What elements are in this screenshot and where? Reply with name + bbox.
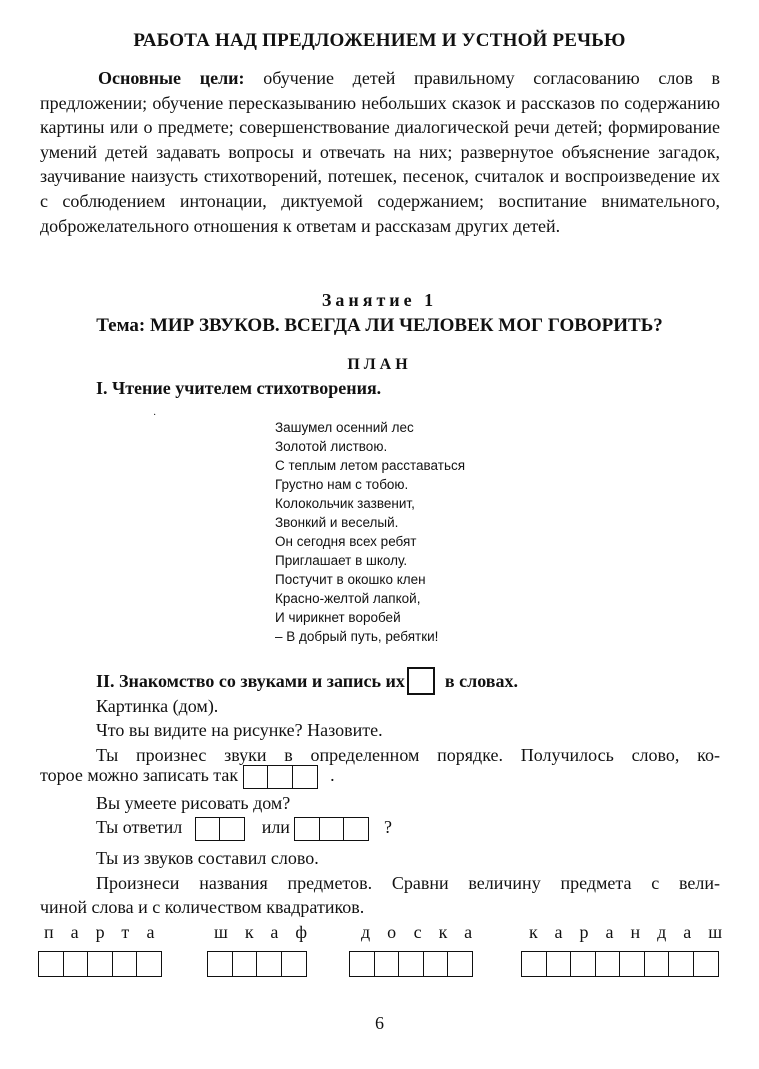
poem-line: Зашумел осенний лес <box>275 420 414 435</box>
letter-box <box>267 765 293 789</box>
section2-heading <box>96 667 518 695</box>
boxes-doska <box>349 951 473 977</box>
letter-box <box>292 765 318 789</box>
intro-text: обучение детей правильному согласованию слов в предложении; обучение пересказыванию небольших сказок и рассказов по содержанию картины или о предмете; совершенствование диалогической речи детей; формирование умений детей задавать вопросы и отвечать на них; развернутое объяснение загадок, заучивание наизусть стихотворений, потешек, песенок, считалок и воспроизведение их с соблюдением интонации, диктуемой содержанием; воспитание внимательного, доброжелательного отношения к ответам и рассказам других детей. <box>40 68 721 236</box>
poem-line: Приглашает в школу. <box>275 553 408 568</box>
page-number: 6 <box>375 1013 384 1033</box>
intro-lead: Основные цели: <box>98 68 245 88</box>
print-speck: · <box>153 410 157 421</box>
letter-box <box>521 951 547 977</box>
boxes-karandash <box>521 951 719 977</box>
word-shkaf: шкаф <box>214 922 324 942</box>
poem-line: Он сегодня всех ребят <box>275 534 417 549</box>
poem-line: – В добрый путь, ребятки! <box>275 629 439 644</box>
line-answer-text: Ты ответил <box>96 817 183 838</box>
lesson-topic: Тема: МИР ЗВУКОВ. ВСЕГДА ЛИ ЧЕЛОВЕК МОГ ГОВОРИТЬ? <box>96 315 663 336</box>
line-answer-q: ? <box>383 817 392 838</box>
letter-box <box>447 951 473 977</box>
dom-word-boxes <box>243 765 318 789</box>
word-doska: доска <box>361 922 490 942</box>
line-answer <box>96 817 392 841</box>
poem-line: И чирикнет воробей <box>275 610 401 625</box>
letter-box <box>63 951 89 977</box>
letter-box <box>112 951 138 977</box>
poem-line: С теплым летом расставаться <box>275 458 466 473</box>
line-sounds-b-text: торое можно записать так <box>40 765 239 786</box>
line-compare-a: Произнеси названия предметов. Сравни величину предмета с вели- <box>96 873 720 893</box>
letter-box <box>349 951 375 977</box>
letter-box <box>546 951 572 977</box>
line-compare-b: чиной слова и с количеством квадратиков. <box>40 897 365 917</box>
line-answer-or: или <box>261 817 290 838</box>
lesson-number: Занятие 1 <box>321 290 438 310</box>
letter-box <box>668 951 694 977</box>
letter-box <box>619 951 645 977</box>
line-picture: Картинка (дом). <box>96 696 219 716</box>
letter-box <box>195 817 221 841</box>
poem-line: Красно-желтой лапкой, <box>275 591 421 606</box>
line-sounds-a: Ты произнес звуки в определенном порядке. Получилось слово, ко- <box>96 745 720 765</box>
poem-line: Колокольчик зазвенит, <box>275 496 415 511</box>
sound-box-symbol <box>407 667 435 695</box>
letter-box <box>281 951 307 977</box>
letter-box <box>423 951 449 977</box>
letter-box <box>595 951 621 977</box>
poem-line: Грустно нам с тобою. <box>275 477 409 492</box>
intro-paragraph <box>40 66 720 238</box>
poem-line: Звонкий и веселый. <box>275 515 399 530</box>
line-compose: Ты из звуков составил слово. <box>96 848 319 868</box>
word-karandash: карандаш <box>529 922 740 942</box>
line-sounds-b <box>40 765 335 789</box>
letter-box <box>38 951 64 977</box>
plan-heading: ПЛАН <box>347 356 412 373</box>
letter-box <box>644 951 670 977</box>
letter-box <box>398 951 424 977</box>
letter-box <box>570 951 596 977</box>
letter-box <box>219 817 245 841</box>
answer2-boxes <box>294 817 369 841</box>
letter-box <box>256 951 282 977</box>
boxes-shkaf <box>207 951 307 977</box>
letter-box <box>294 817 320 841</box>
letter-box <box>374 951 400 977</box>
letter-box <box>343 817 369 841</box>
word-parta: парта <box>44 922 172 942</box>
poem-line: Золотой листвою. <box>275 439 388 454</box>
letter-box <box>232 951 258 977</box>
section2-heading-text: II. Знакомство со звуками и запись их <box>96 670 405 691</box>
letter-box <box>87 951 113 977</box>
letter-box <box>693 951 719 977</box>
section2-heading-tail: в словах. <box>444 670 519 691</box>
letter-box <box>207 951 233 977</box>
line-sounds-b-end: . <box>330 765 335 786</box>
letter-box <box>243 765 269 789</box>
answer1-boxes <box>195 817 246 841</box>
line-draw: Вы умеете рисовать дом? <box>96 793 291 813</box>
boxes-parta <box>38 951 162 977</box>
page-title: РАБОТА НАД ПРЕДЛОЖЕНИЕМ И УСТНОЙ РЕЧЬЮ <box>133 30 626 51</box>
poem-line: Постучит в окошко клен <box>275 572 426 587</box>
letter-box <box>136 951 162 977</box>
letter-box <box>319 817 345 841</box>
section1-heading: I. Чтение учителем стихотворения. <box>96 378 382 398</box>
line-question: Что вы видите на рисунке? Назовите. <box>96 720 383 740</box>
poem <box>275 418 465 646</box>
